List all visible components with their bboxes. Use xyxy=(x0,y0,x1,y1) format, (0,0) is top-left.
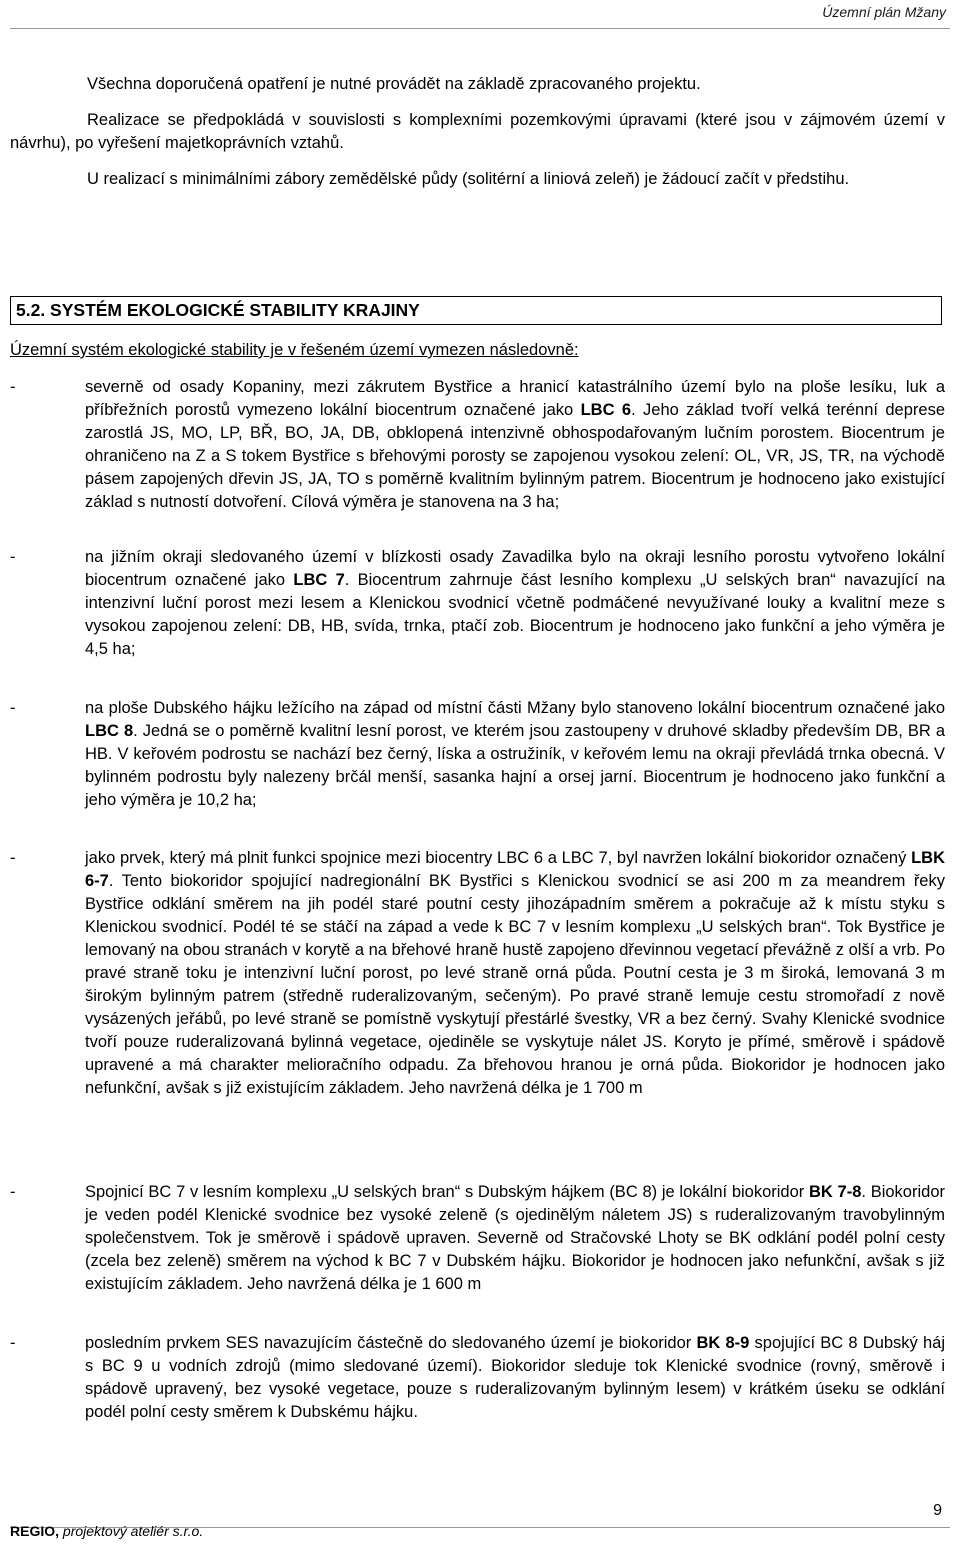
bullet-text: Spojnicí BC 7 v lesním komplexu „U selských bran“ s Dubským hájkem (BC 8) je lokální biokoridor xyxy=(85,1183,809,1201)
section-intro: Územní systém ekologické stability je v řešeném území vymezen následovně: xyxy=(10,341,579,359)
bullet-dash: - xyxy=(10,1334,16,1352)
bullet-dash: - xyxy=(10,378,16,396)
paragraph-minimal-take: U realizací s minimálními zábory zemědělské půdy (solitérní a liniová zeleň) je žádoucí začít v předstihu. xyxy=(87,170,850,188)
footer-company-subtitle: projektový ateliér s.r.o. xyxy=(59,1523,204,1539)
bullet-text: jako prvek, který má plnit funkci spojnice mezi biocentry LBC 6 a LBC 7, byl navržen lokální biokoridor označený xyxy=(85,849,912,867)
bullet-dash: - xyxy=(10,699,16,717)
bullet-text: spojující BC 8 Dubský háj s BC 9 u vodních zdrojů (mimo sledované území). Biokoridor sleduje tok Klenické svodnice (rovný, směrově i spádově upravený, bez vysoké vegetace, pouze s ruderalizovaným bylinným lesem) v krátkém úseku se odklání podél polní cesty směrem k Dubskému hájku. xyxy=(85,1334,946,1421)
bullet-text: . Jeho základ tvoří velká terénní deprese zarostlá JS, MO, LP, BŘ, BO, JA, DB, obklopená intenzivně obhospodařovaným lučním porostem. Biocentrum je ohraničeno na Z a S tokem Bystřice s břehovými porosty se zapojenou vysokou zelení: OL, VR, JS, TR, na východě pásem zapojených dřevin JS, JA, TO s poměrně kvalitním bylinným patrem. Biocentrum je hodnoceno jako existující základ s nutností dotvoření. Cílová výměra je stanovena na 3 ha; xyxy=(85,401,946,511)
bullet-code: LBC 8 xyxy=(85,722,134,740)
bullet-code: BK 8-9 xyxy=(696,1334,750,1352)
header-divider xyxy=(10,28,950,29)
page-number: 9 xyxy=(933,1502,942,1519)
bullet-text: . Tento biokoridor spojující nadregionální BK Bystřici s Klenickou svodnicí se asi 200 m za meandrem řeky Bystřice odklání směrem na jih podél staré poutní cesty jihozápadním směrem a pokračuje až k místu styku s Klenickou svodnicí. Podél té se stáčí na západ a vede k BC 7 v lesním komplexu „U selských bran“. Tok Bystřice je lemovaný na obou stranách v korytě a na břehové hraně hustě zapojeno dřevinnou vegetací převážně z olší a vrb. Po pravé straně toku je intenzivní luční porost, po levé straně orná půda. Poutní cesta je 3 m široká, lemovaná 3 m širokým bylinným patrem (středně ruderalizovaným, sečeným). Po pravé straně lemuje cestu stromořadí z nově vysázených jeřábů, po levé straně se pomístně vyskytují přestárlé švestky, VR a bez černý. Svahy Klenické svodnice tvoří pouze ruderalizovaná bylinná vegetace, ojediněle se vyskytuje nálet JS. Koryto je přímé, směrově i spádově upravené a má charakter melioračního odpadu. Za břehovou hranou je orná půda. Biokoridor je hodnocen jako nefunkční, avšak s již existujícím základem. Jeho navržená délka je 1 700 m xyxy=(85,872,945,1097)
bullet-text: . Biocentrum zahrnuje část lesního komplexu „U selských bran“ navazující na intenzivní luční porost mezi lesem a Klenickou svodnicí včetně podmáčené nevyužívané louky a kvalitní meze s vysokou zapojenou zelení: DB, HB, svída, trnka, ptačí zob. Biocentrum je hodnoceno jako funkční a jeho výměra je 4,5 ha; xyxy=(85,571,945,658)
paragraph-recommendation: Všechna doporučená opatření je nutné provádět na základě zpracovaného projektu. xyxy=(87,75,701,93)
footer-company-name: REGIO, xyxy=(10,1523,60,1539)
bullet-code: LBC 6 xyxy=(580,401,632,419)
bullet-dash: - xyxy=(10,548,16,566)
bullet-text: na jižním okraji sledovaného území v blízkosti osady Zavadilka bylo na okraji lesního porostu vytvořeno lokální biocentrum označené jako xyxy=(85,548,945,589)
bullet-text: severně od osady Kopaniny, mezi zákrutem Bystřice a hranicí katastrálního území bylo na ploše lesíku, luk a příbřežních porostů vymezeno lokální biocentrum označené jako xyxy=(85,378,945,419)
bullet-text: . Biokoridor je veden podél Klenické svodnice bez vysoké zeleně (s ojedinělým náletem JS) s ruderalizovaným travobylinným společenstvem. Tok je směrově i spádově upraven. Severně od Stračovské Lhoty se BK odklání podél polní cesty (zcela bez zeleně) směrem na východ k BC 7 v Dubském hájku. Biokoridor je hodnocen jako nefunkční, avšak s již existujícím základem. Jeho navržená délka je 1 600 m xyxy=(85,1183,945,1293)
page-header-title: Územní plán Mžany xyxy=(822,4,946,20)
list-item-lbk67 xyxy=(10,847,945,1100)
footer-company xyxy=(10,1523,203,1539)
list-item-lbc6 xyxy=(10,376,945,514)
list-item-bk78 xyxy=(10,1181,945,1296)
list-item-lbc8 xyxy=(10,697,945,812)
bullet-code: LBK 6-7 xyxy=(85,849,945,890)
bullet-dash: - xyxy=(10,1183,16,1201)
bullet-text: . Jedná se o poměrně kvalitní lesní porost, ve kterém jsou zastoupeny v druhové skladby především DB, BR a HB. V keřovém podrostu se nachází bez černý, líska a ostružiník, v keřovém lemu na okraji převládá trnka obecná. V bylinném podrostu byly nalezeny brčál menší, sasanka hajní a orsej jarní. Biocentrum je hodnoceno jako funkční a jeho výměra je 10,2 ha; xyxy=(85,722,946,809)
bullet-text: na ploše Dubského hájku ležícího na západ od místní části Mžany bylo stanoveno lokální biocentrum označené jako xyxy=(85,699,945,717)
bullet-text: posledním prvkem SES navazujícím částečně do sledovaného území je biokoridor xyxy=(85,1334,697,1352)
bullet-code: LBC 7 xyxy=(293,571,345,589)
section-title: 5.2. SYSTÉM EKOLOGICKÉ STABILITY KRAJINY xyxy=(10,296,942,325)
paragraph-realization: Realizace se předpokládá v souvislosti s komplexními pozemkovými úpravami (které jsou v zájmovém území v návrhu), po vyřešení majetkoprávních vztahů. xyxy=(10,111,945,152)
bullet-dash: - xyxy=(10,849,16,867)
list-item-bk89 xyxy=(10,1332,945,1424)
list-item-lbc7 xyxy=(10,546,945,661)
bullet-code: BK 7-8 xyxy=(809,1183,862,1201)
